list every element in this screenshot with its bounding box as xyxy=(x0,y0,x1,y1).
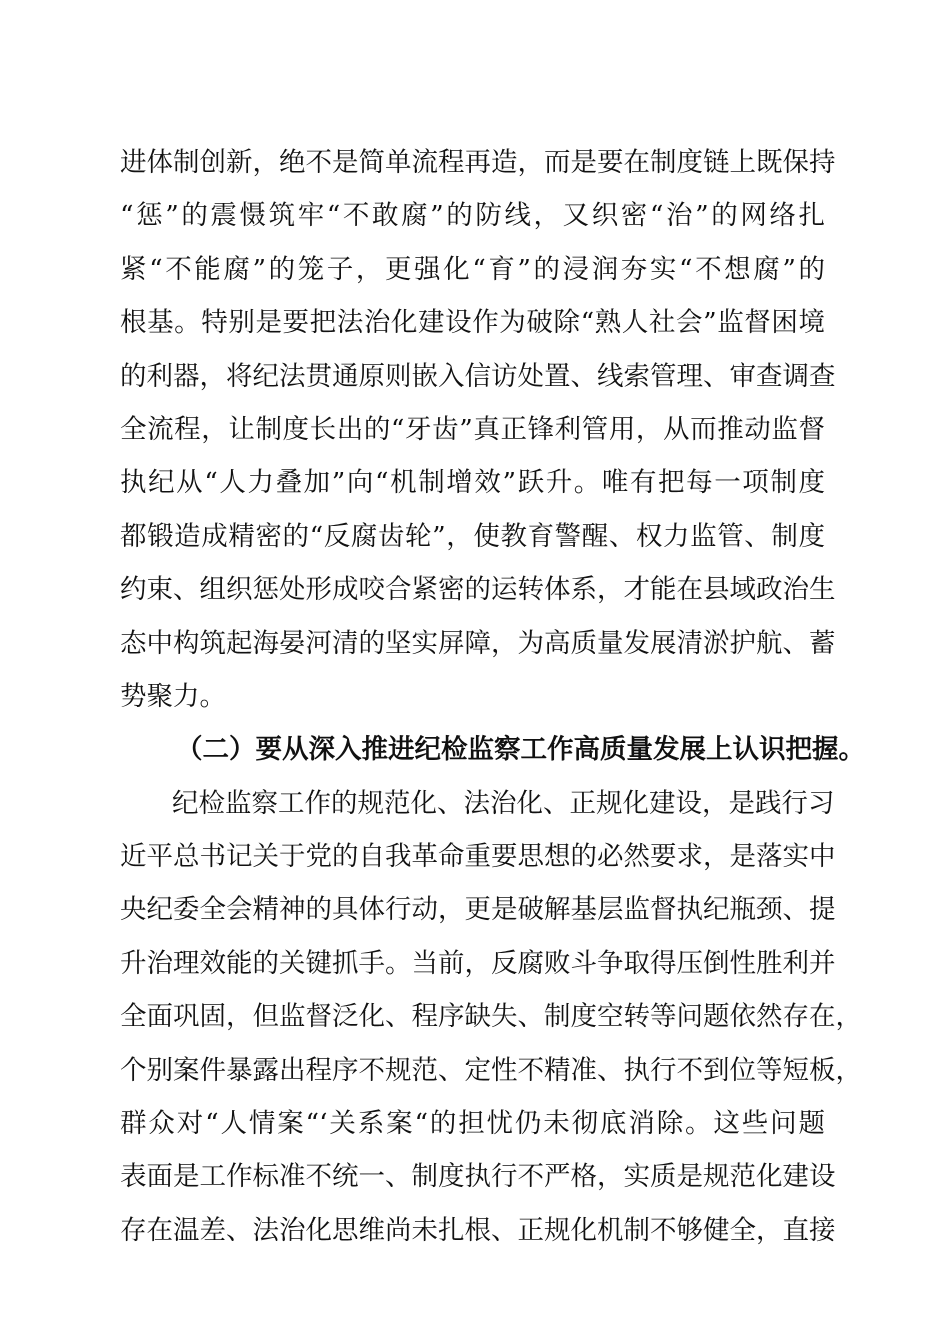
text-line: 都锻造成精密的“反腐齿轮”，使教育警醒、权力监管、制度 xyxy=(120,520,825,552)
text-line: 群众对“人情案“‘关系案“的担忧仍未彻底消除。这些问题 xyxy=(120,1108,825,1140)
text-line: 近平总书记关于党的自我革命重要思想的必然要求，是落实中 xyxy=(120,841,836,873)
text-line: 表面是工作标准不统一、制度执行不严格，实质是规范化建设 xyxy=(120,1161,836,1193)
text-line: 势聚力。 xyxy=(120,680,226,712)
text-line: 央纪委全会精神的具体行动，更是破解基层监督执纪瓶颈、提 xyxy=(120,894,836,926)
text-line: 个别案件暴露出程序不规范、定性不精准、执行不到位等短板， xyxy=(120,1054,862,1086)
document-body xyxy=(120,136,865,1257)
text-line: 存在温差、法治化思维尚未扎根、正规化机制不够健全，直接 xyxy=(120,1214,836,1246)
text-line: 的利器，将纪法贯通原则嵌入信访处置、线索管理、审查调查 xyxy=(120,360,836,392)
text-line: 态中构筑起海晏河清的坚实屏障，为高质量发展清淤护航、蓄 xyxy=(120,627,836,659)
text-line: 进体制创新，绝不是简单流程再造，而是要在制度链上既保持 xyxy=(120,147,836,178)
text-line: 紧“不能腐”的笼子，更强化“育”的浸润夯实“不想腐”的 xyxy=(120,253,825,285)
text-line: 全面巩固，但监督泛化、程序缺失、制度空转等问题依然存在， xyxy=(120,1001,862,1033)
text-line: 升治理效能的关键抓手。当前，反腐败斗争取得压倒性胜利并 xyxy=(120,947,836,979)
text-line: “惩”的震慑筑牢“不敢腐”的防线，又织密“治”的网络扎 xyxy=(120,200,825,232)
text-line: 纪检监察工作的规范化、法治化、正规化建设，是践行习 xyxy=(172,787,835,819)
text-line: 约束、组织惩处形成咬合紧密的运转体系，才能在县域政治生 xyxy=(120,574,836,606)
text-line: 全流程，让制度长出的“牙齿”真正锋利管用，从而推动监督 xyxy=(120,413,825,445)
text-line: 执纪从“人力叠加”向“机制增效”跃升。唯有把每一项制度 xyxy=(120,467,825,499)
section-heading: （二）要从深入推进纪检监察工作高质量发展上认识把握。 xyxy=(176,734,865,766)
text-line: 根基。特别是要把法治化建设作为破除“熟人社会”监督困境 xyxy=(120,307,825,339)
